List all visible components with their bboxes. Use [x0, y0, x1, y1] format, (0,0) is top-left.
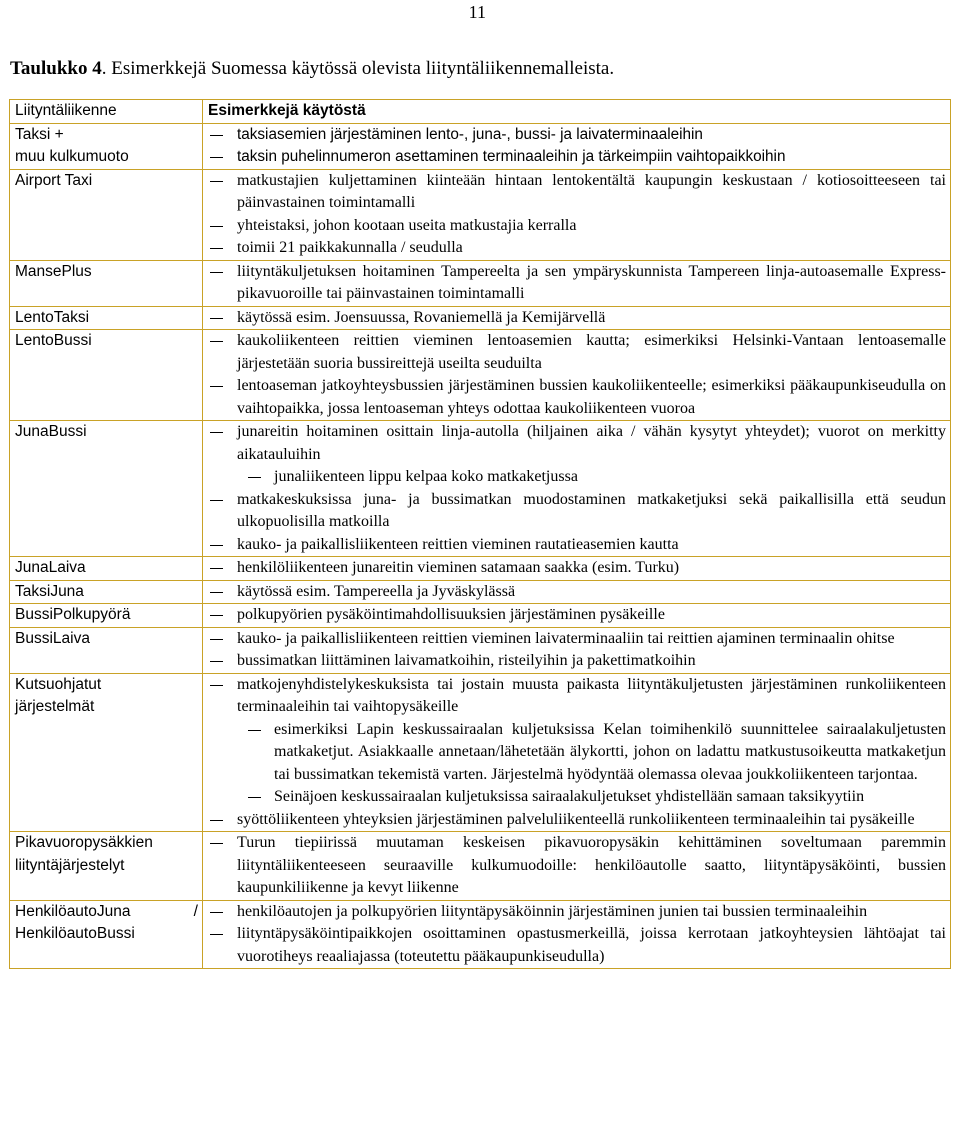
- example-item: taksin puhelinnumeron asettaminen terminaaleihin ja tärkeimpiin vaihtopaikkoihin: [203, 146, 946, 169]
- model-cell: [10, 330, 203, 421]
- header-model: Liityntäliikenne: [10, 100, 203, 124]
- model-name-line: järjestelmät: [15, 698, 95, 715]
- example-item: käytössä esim. Joensuussa, Rovaniemellä ja Kemijärvellä: [203, 307, 946, 330]
- examples-cell: [203, 900, 951, 969]
- model-cell: [10, 123, 203, 169]
- examples-cell: [203, 832, 951, 901]
- model-name-line: JunaBussi: [15, 423, 87, 440]
- model-name-line: LentoBussi: [15, 332, 92, 349]
- examples-list: [203, 170, 946, 260]
- example-item: toimii 21 paikkakunnalla / seudulla: [203, 237, 946, 260]
- examples-list: [203, 674, 946, 832]
- examples-list: [203, 628, 946, 673]
- model-name-line: HenkilöautoJuna /: [15, 902, 198, 920]
- model-cell: [10, 260, 203, 306]
- example-item: yhteistaksi, johon kootaan useita matkustajia kerralla: [203, 215, 946, 238]
- model-cell: [10, 580, 203, 604]
- model-cell: [10, 557, 203, 581]
- example-item: polkupyörien pysäköintimahdollisuuksien järjestäminen pysäkeille: [203, 604, 946, 627]
- example-item: bussimatkan liittäminen laivamatkoihin, risteilyihin ja pakettimatkoihin: [203, 650, 946, 673]
- model-name-line: MansePlus: [15, 262, 92, 280]
- examples-list: [203, 832, 946, 900]
- model-cell: [10, 627, 203, 673]
- model-cell: [10, 421, 203, 557]
- example-item: henkilöautojen ja polkupyörien liityntäpysäköinnin järjestäminen junien tai bussien terminaaleihin: [203, 901, 946, 924]
- examples-cell: [203, 123, 951, 169]
- examples-list: [203, 421, 946, 556]
- table-row: [10, 306, 951, 330]
- example-item: käytössä esim. Tampereella ja Jyväskylässä: [203, 581, 946, 604]
- model-cell: [10, 306, 203, 330]
- example-item: henkilöliikenteen junareitin vieminen satamaan saakka (esim. Turku): [203, 557, 946, 580]
- transit-models-table: [9, 99, 951, 969]
- table-body: [10, 123, 951, 969]
- examples-cell: [203, 580, 951, 604]
- model-name-line: LentoTaksi: [15, 308, 90, 326]
- examples-cell: [203, 330, 951, 421]
- caption-text: . Esimerkkejä Suomessa käytössä olevista liityntäliikennemalleista.: [101, 58, 615, 79]
- examples-list: [203, 581, 946, 604]
- table-row: [10, 169, 951, 260]
- model-cell: [10, 832, 203, 901]
- model-name-line: Airport Taxi: [15, 171, 93, 189]
- table-caption: [10, 58, 614, 80]
- model-name-line: TaksiJuna: [15, 582, 84, 600]
- examples-list: [203, 261, 946, 306]
- example-item: matkojenyhdistelykeskuksista tai jostain muusta paikasta liityntäkuljetusten järjestäminen runkoliikenteen terminaaleihin tai vaihtopysäkeille: [203, 674, 946, 719]
- model-name-line: liityntäjärjestelyt: [15, 856, 125, 874]
- example-item: kauko- ja paikallisliikenteen reittien vieminen rautatieasemien kautta: [203, 534, 946, 557]
- model-cell: [10, 169, 203, 260]
- examples-cell: [203, 421, 951, 557]
- model-name-line: BussiLaiva: [15, 629, 90, 647]
- examples-list: [203, 124, 946, 169]
- model-cell: [10, 604, 203, 628]
- model-cell: [10, 673, 203, 832]
- table-header-row: [10, 100, 951, 124]
- examples-list: [203, 330, 946, 420]
- example-item: matkustajien kuljettaminen kiinteään hintaan lentokentältä kaupungin keskustaan / kotiosoitteeseen tai päinvastainen toimintamalli: [203, 170, 946, 215]
- example-item: Turun tiepiirissä muutaman keskeisen pikavuoropysäkin kehittäminen soveltumaan paremmin liityntäliikenteeseen seuraaville kulkumuodoille: henkilöautolle saatto, liityntäpysäköinti, bussien kaupunkiliikenne ja kevyt liikenne: [203, 832, 946, 900]
- example-item: taksiasemien järjestäminen lento-, juna-, bussi- ja laivaterminaaleihin: [203, 124, 946, 147]
- example-item: junareitin hoitaminen osittain linja-autolla (hiljainen aika / vähän kysytyt yhteydet); vuorot on merkitty aikatauluihin: [203, 421, 946, 466]
- model-name-line: Pikavuoropysäkkien: [15, 834, 153, 851]
- table-row: [10, 330, 951, 421]
- table-row: [10, 123, 951, 169]
- example-item: junaliikenteen lippu kelpaa koko matkaketjussa: [203, 466, 946, 489]
- examples-cell: [203, 557, 951, 581]
- table-row: [10, 673, 951, 832]
- example-item: liityntäkuljetuksen hoitaminen Tampereelta ja sen ympäryskunnista Tampereen linja-autoasemalle Express-pikavuoroille tai päinvastainen toimintamalli: [203, 261, 946, 306]
- model-name-line: HenkilöautoBussi: [15, 925, 135, 942]
- table-row: [10, 900, 951, 969]
- table-row: [10, 557, 951, 581]
- table-row: [10, 421, 951, 557]
- table-row: [10, 627, 951, 673]
- header-examples: Esimerkkejä käytöstä: [203, 100, 951, 124]
- example-item: liityntäpysäköintipaikkojen osoittaminen opastusmerkeillä, joissa kerrotaan jatkoyhteysien lähtöajat tai vuorotiheys reaaliajassa (toteutettu pääkaupunkiseudulla): [203, 923, 946, 968]
- examples-cell: [203, 306, 951, 330]
- example-item: matkakeskuksissa juna- ja bussimatkan muodostaminen matkaketjuksi sekä paikallisilla että seudun ulkopuolisilla matkoilla: [203, 489, 946, 534]
- table-row: [10, 580, 951, 604]
- examples-list: [203, 901, 946, 969]
- example-item: Seinäjoen keskussairaalan kuljetuksissa sairaalakuljetukset yhdistellään samaan taksikyytiin: [203, 786, 946, 809]
- table-row: [10, 604, 951, 628]
- model-name-line: JunaLaiva: [15, 559, 86, 576]
- examples-cell: [203, 673, 951, 832]
- model-name-line: Taksi +: [15, 125, 64, 143]
- examples-list: [203, 604, 946, 627]
- caption-label: Taulukko 4: [10, 58, 102, 79]
- example-item: kaukoliikenteen reittien vieminen lentoasemien kautta; esimerkiksi Helsinki-Vantaan lentoasemalle järjestetään suoria bussireittejä useilta seuduilta: [203, 330, 946, 375]
- model-cell: [10, 900, 203, 969]
- examples-cell: [203, 604, 951, 628]
- examples-list: [203, 307, 946, 330]
- table-row: [10, 260, 951, 306]
- example-item: lentoaseman jatkoyhteysbussien järjestäminen bussien kaukoliikenteelle; esimerkiksi pääkaupunkiseudulla on vaihtopaikka, jossa lentoaseman yhteys odottaa kaukoliikenteen vuoroa: [203, 375, 946, 420]
- example-item: kauko- ja paikallisliikenteen reittien vieminen laivaterminaaliin tai reittien ajaminen terminaalin ohitse: [203, 628, 946, 651]
- table-row: [10, 832, 951, 901]
- example-item: esimerkiksi Lapin keskussairaalan kuljetuksissa Kelan toimihenkilö suunnittelee sairaalakuljetusten matkaketjut. Asiakkaalle annetaan/lähetetään älykortti, johon on ladattu matkustusoikeutta matkaketjun tai bussimatkan tekemistä varten. Järjestelmä hyödyntää olemassa olevaa joukkoliikenteen tarjontaa.: [203, 719, 946, 787]
- model-name-line: muu kulkumuoto: [15, 148, 129, 165]
- model-name-line: Kutsuohjatut: [15, 675, 102, 693]
- example-item: syöttöliikenteen yhteyksien järjestäminen palveluliikenteellä runkoliikenteen terminaaleihin tai pysäkeille: [203, 809, 946, 832]
- examples-cell: [203, 260, 951, 306]
- examples-cell: [203, 169, 951, 260]
- model-name-line: BussiPolkupyörä: [15, 606, 131, 623]
- examples-list: [203, 557, 946, 580]
- page-number: 11: [468, 2, 486, 22]
- examples-cell: [203, 627, 951, 673]
